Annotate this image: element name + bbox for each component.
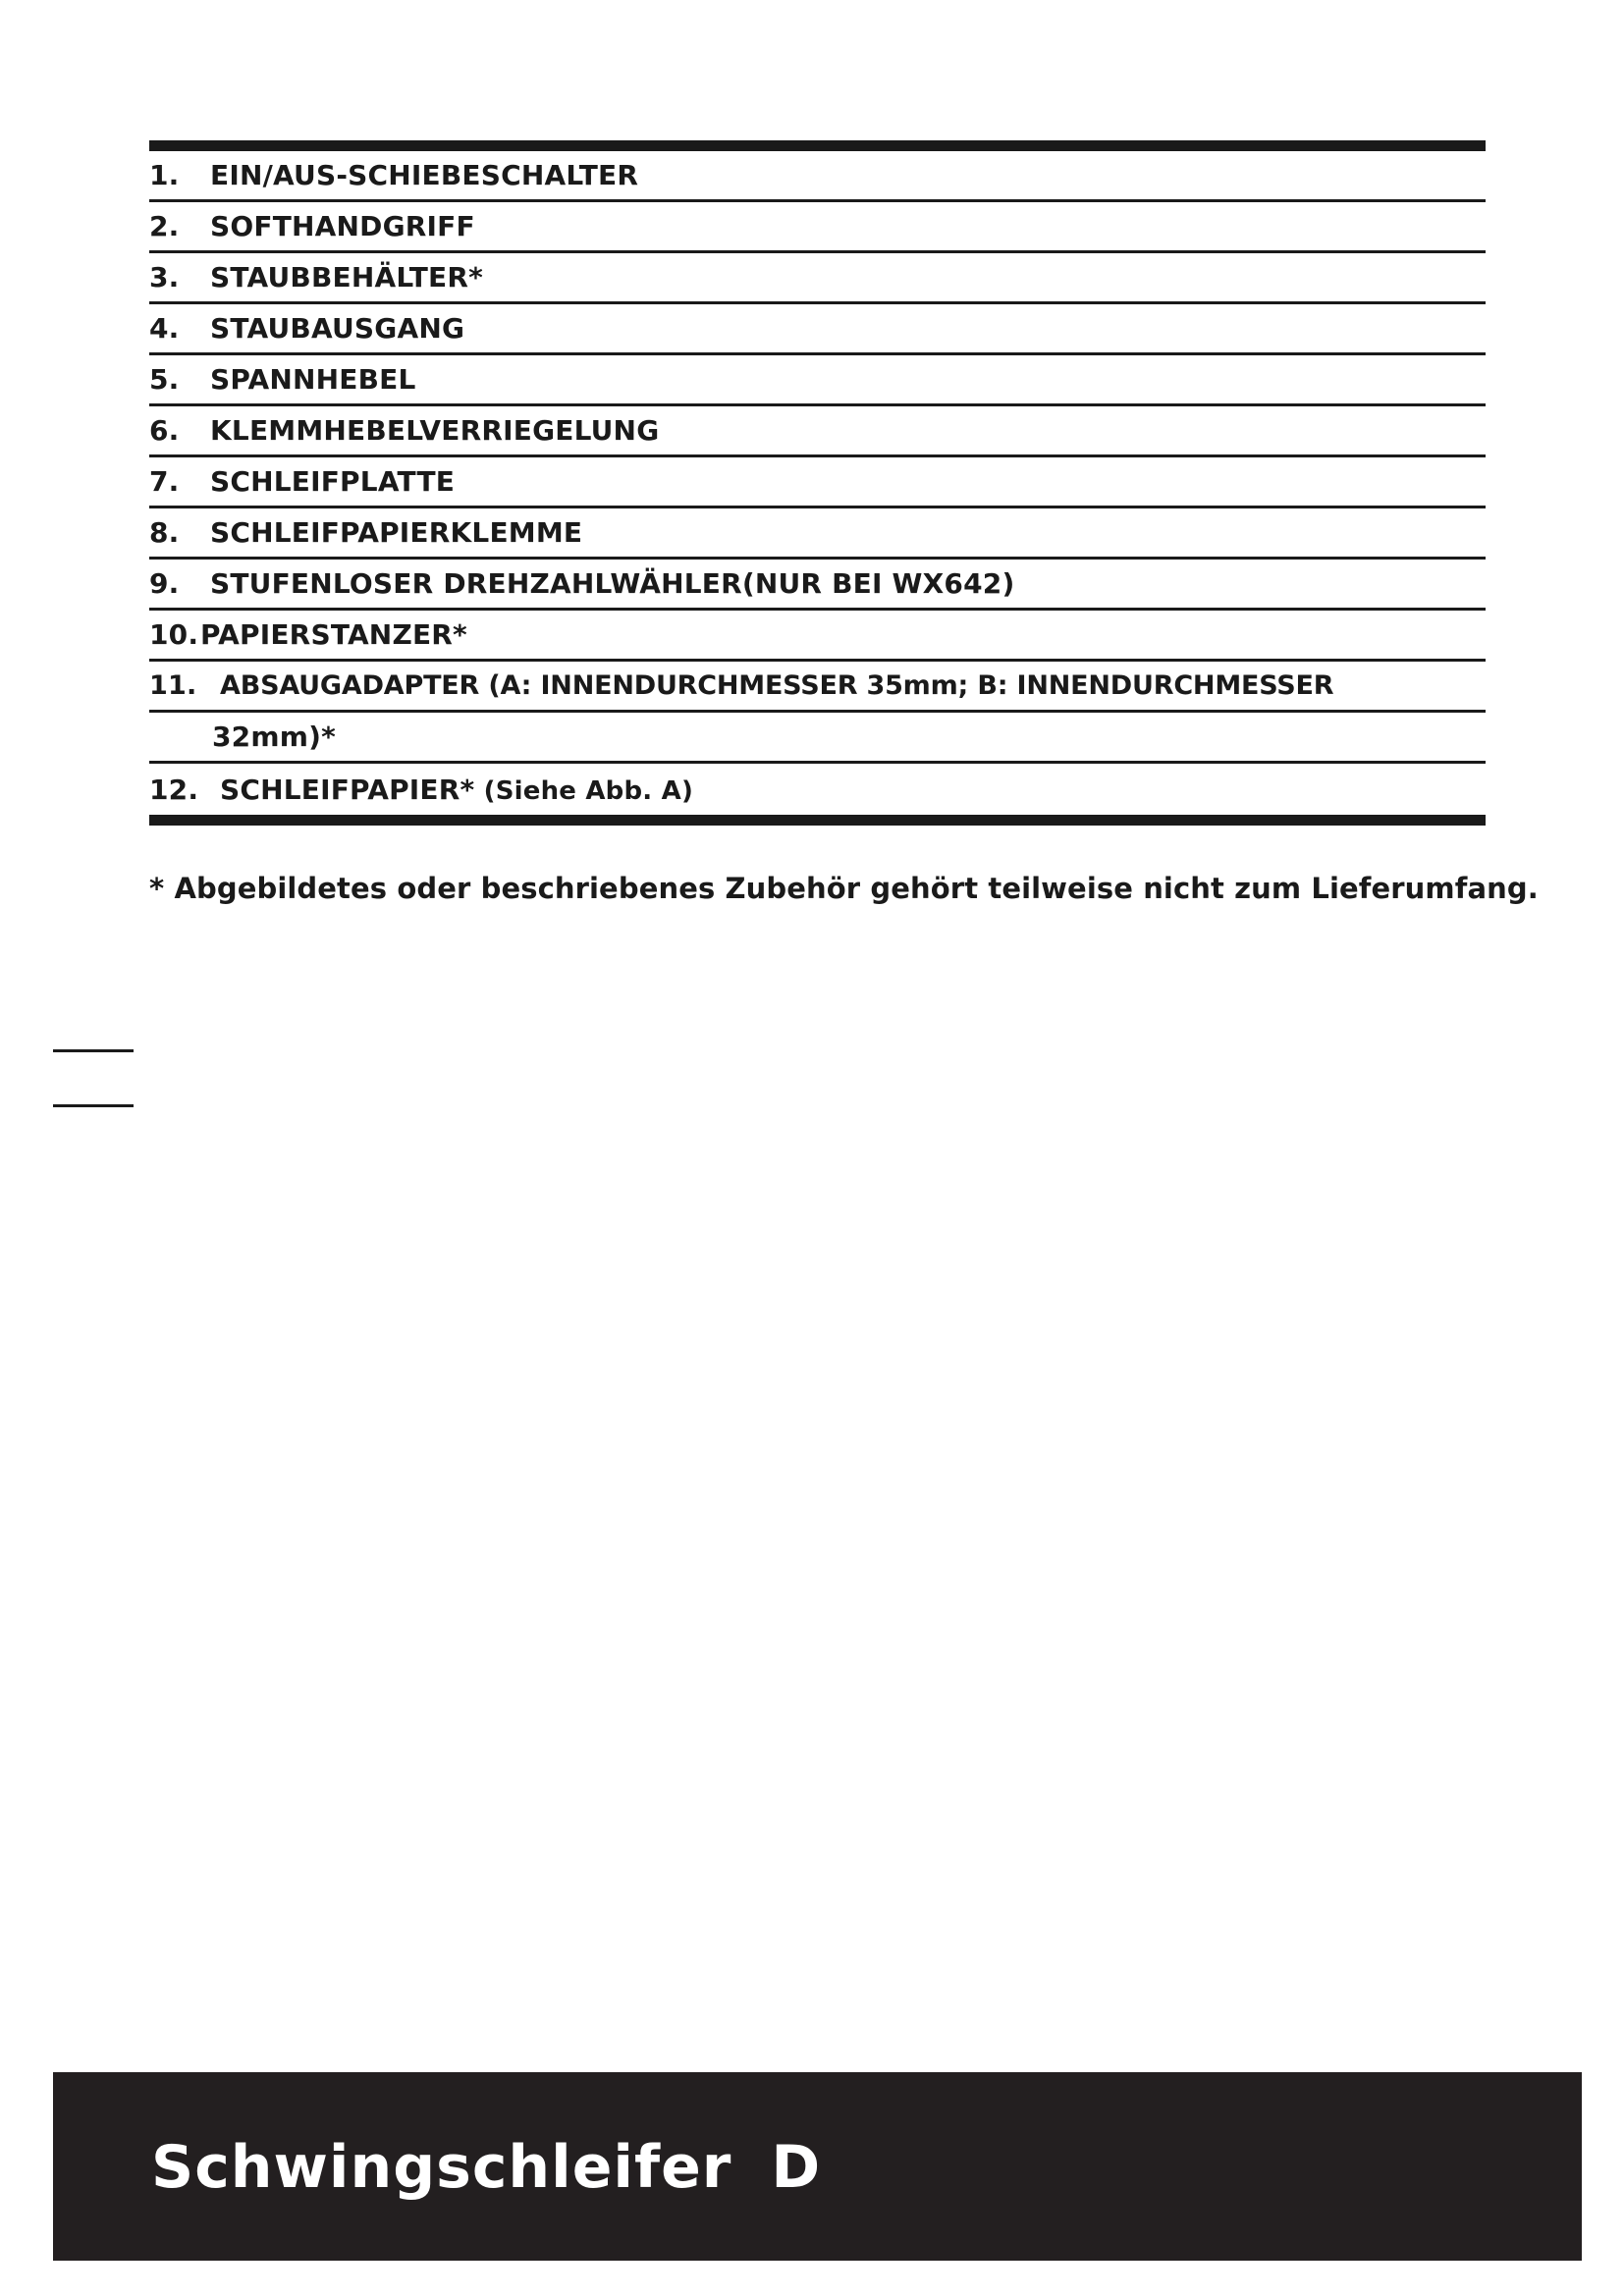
part-row-7 xyxy=(149,457,1486,508)
part-number: 12. xyxy=(149,773,199,806)
part-label: KLEMMHEBELVERRIEGELUNG xyxy=(210,414,660,447)
part-label: SCHLEIFPAPIERKLEMME xyxy=(210,516,583,549)
part-number: 6. xyxy=(149,414,180,447)
margin-mark-top xyxy=(53,1049,134,1052)
part-number: 10. xyxy=(149,618,199,651)
part-label: EIN/AUS-SCHIEBESCHALTER xyxy=(210,159,639,191)
part-number: 1. xyxy=(149,159,180,191)
margin-mark-bottom xyxy=(53,1104,134,1107)
language-code: D xyxy=(771,2133,822,2202)
top-rule xyxy=(149,140,1486,151)
part-label: SOFTHANDGRIFF xyxy=(210,210,475,242)
part-number: 11. xyxy=(149,670,197,701)
part-row-5 xyxy=(149,355,1486,406)
footer-bar xyxy=(53,2072,1582,2261)
part-number: 4. xyxy=(149,312,180,345)
part-row-1 xyxy=(149,151,1486,202)
part-label: STAUBBEHÄLTER* xyxy=(210,261,483,294)
part-number: 3. xyxy=(149,261,180,294)
part-number: 2. xyxy=(149,210,180,242)
part-label-main: SCHLEIFPAPIER* xyxy=(220,773,475,806)
part-label: SPANNHEBEL xyxy=(210,363,416,396)
part-row-12 xyxy=(149,764,1486,815)
part-label xyxy=(220,774,693,806)
bottom-rule xyxy=(149,815,1486,826)
part-label: PAPIERSTANZER* xyxy=(200,618,467,651)
part-label-suffix: (Siehe Abb. A) xyxy=(474,775,694,806)
part-number: 8. xyxy=(149,516,180,549)
part-row-10 xyxy=(149,611,1486,662)
part-row-4 xyxy=(149,304,1486,355)
part-row-9 xyxy=(149,560,1486,611)
part-row-6 xyxy=(149,406,1486,457)
part-label: STAUBAUSGANG xyxy=(210,312,465,345)
part-row-2 xyxy=(149,202,1486,253)
part-row-3 xyxy=(149,253,1486,304)
part-row-8 xyxy=(149,508,1486,560)
part-label: STUFENLOSER DREHZAHLWÄHLER(NUR BEI WX642) xyxy=(210,567,1015,600)
part-label: ABSAUGADAPTER (A: INNENDURCHMESSER 35mm; B: INNENDURCHMESSER xyxy=(220,670,1334,701)
footer-title xyxy=(151,2133,821,2202)
part-number: 9. xyxy=(149,567,180,600)
part-row-11 xyxy=(149,662,1486,713)
footnote: * Abgebildetes oder beschriebenes Zubehör gehört teilweise nicht zum Lieferumfang. xyxy=(149,872,1539,905)
part-label-continued: 32mm)* xyxy=(212,721,336,753)
part-label: SCHLEIFPLATTE xyxy=(210,465,456,498)
part-number: 7. xyxy=(149,465,180,498)
part-row-11-continued xyxy=(149,713,1486,764)
product-name: Schwingschleifer xyxy=(151,2133,732,2202)
part-number: 5. xyxy=(149,363,180,396)
parts-list-table xyxy=(149,140,1486,826)
